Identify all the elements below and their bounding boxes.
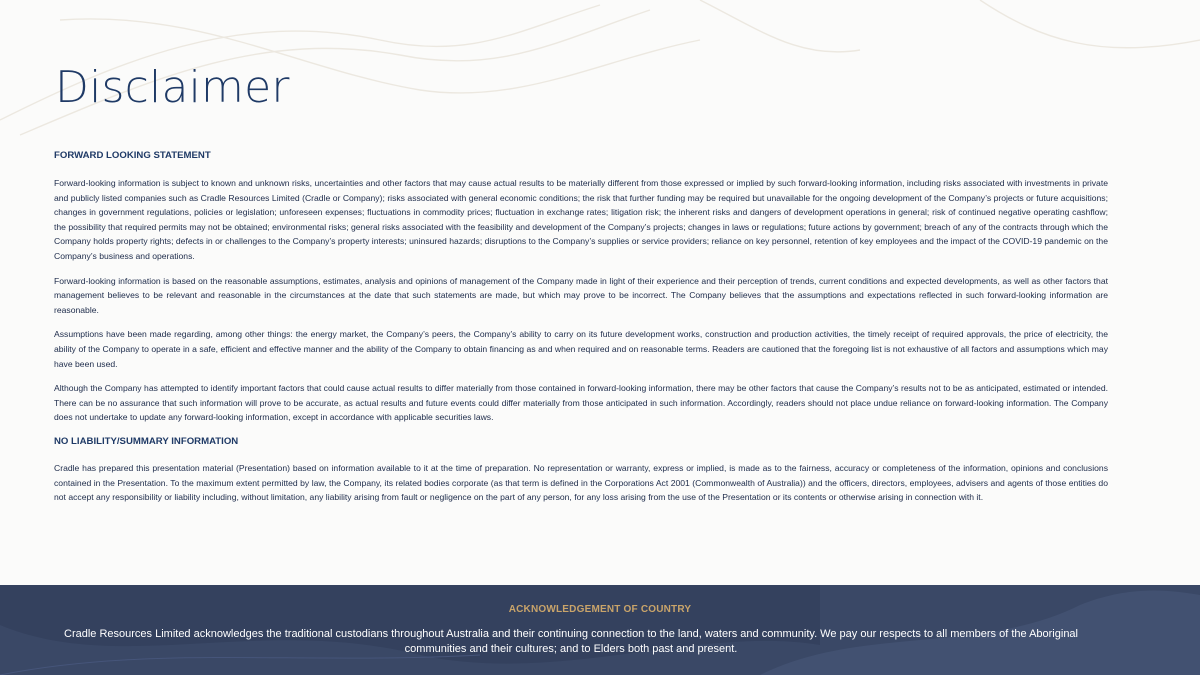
paragraph: Assumptions have been made regarding, among other things: the energy market, the Company’s peers, the Company’s ability to carry on its future development works, construction and production activities, the timely receipt of required approvals, the price of electricity, the ability of the Company to operate in a safe, efficient and effective manner and the ability of the Company to obtain financing as and when required and on reasonable terms. Readers are cautioned that the foregoing list is not exhaustive of all factors and assumptions which may have been used. — [54, 329, 1108, 369]
footer-heading: ACKNOWLEDGEMENT OF COUNTRY — [508, 604, 692, 615]
paragraph: Although the Company has attempted to identify important factors that could cause actual results to differ materially from those contained in forward-looking information, there may be other factors that cause the Company’s results not to be as anticipated, estimated or intended. There can be no assurance that such information will prove to be accurate, as actual results and future events could differ materially from those anticipated in such information. Accordingly, readers should not place undue reliance on forward-looking information. The Company does not undertake to update any forward-looking information, except in accordance with applicable securities laws. — [54, 383, 1108, 423]
acknowledgement-footer — [0, 585, 1200, 675]
paragraph: Cradle has prepared this presentation material (Presentation) based on information available to it at the time of preparation. No representation or warranty, express or implied, is made as to the fairness, accuracy or completeness of the information, opinions and conclusions contained in the Presentation. To the maximum extent permitted by law, the Company, its related bodies corporate (as that term is defined in the Corporations Act 2001 (Commonwealth of Australia)) and the officers, directors, employees, advisers and agents of those entities do not accept any responsibility or liability including, without limitation, any liability arising from fault or negligence on the part of any person, for any loss arising from the use of the Presentation or its contents or otherwise arising in connection with it. — [54, 462, 1108, 503]
section-heading-forward-looking: FORWARD LOOKING STATEMENT — [54, 150, 211, 161]
footer-acknowledgement-text: Cradle Resources Limited acknowledges the traditional custodians throughout Australia and their continuing connection to the land, waters and community. We pay our respects to all members of the Aboriginal communities and their cultures; and to Elders both past and present. — [64, 628, 1078, 655]
page-title: Disclaimer — [55, 62, 290, 113]
paragraph: Forward-looking information is subject to known and unknown risks, uncertainties and other factors that may cause actual results to be materially different from those expressed or implied by such forward-looking information, including risks associated with investments in private and publicly listed companies such as Cradle Resources Limited (Cradle or Company); risks associated with general economic conditions; the risk that further funding may be required but unavailable for the ongoing development of the Company’s projects or future acquisitions; changes in government regulations, policies or legislation; unforeseen expenses; fluctuations in commodity prices; fluctuation in exchange rates; litigation risk; the inherent risks and dangers of development operations in general; risk of continued negative operating cashflow; the possibility that required permits may not be obtained; environmental risks; general risks associated with the feasibility and development of the Company’s projects; changes in laws or regulations; future actions by government; breach of any of the contracts through which the Company holds property rights; defects in or challenges to the Company’s property interests; uninsured hazards; disruptions to the Company’s supplies or service providers; reliance on key personnel, retention of key employees and the impact of the COVID-19 pandemic on the Company’s business and operations. — [54, 178, 1108, 261]
disclaimer-content — [54, 149, 1108, 515]
section-heading-no-liability: NO LIABILITY/SUMMARY INFORMATION — [54, 435, 239, 447]
paragraph: Forward-looking information is based on the reasonable assumptions, estimates, analysis and opinions of management of the Company made in light of their experience and their perception of trends, current conditions and expected developments, as well as other factors that management believes to be relevant and reasonable in the circumstances at the date that such statements are made, but which may prove to be incorrect. The Company believes that the assumptions and expectations reflected in such forward-looking information are reasonable. — [54, 275, 1108, 315]
